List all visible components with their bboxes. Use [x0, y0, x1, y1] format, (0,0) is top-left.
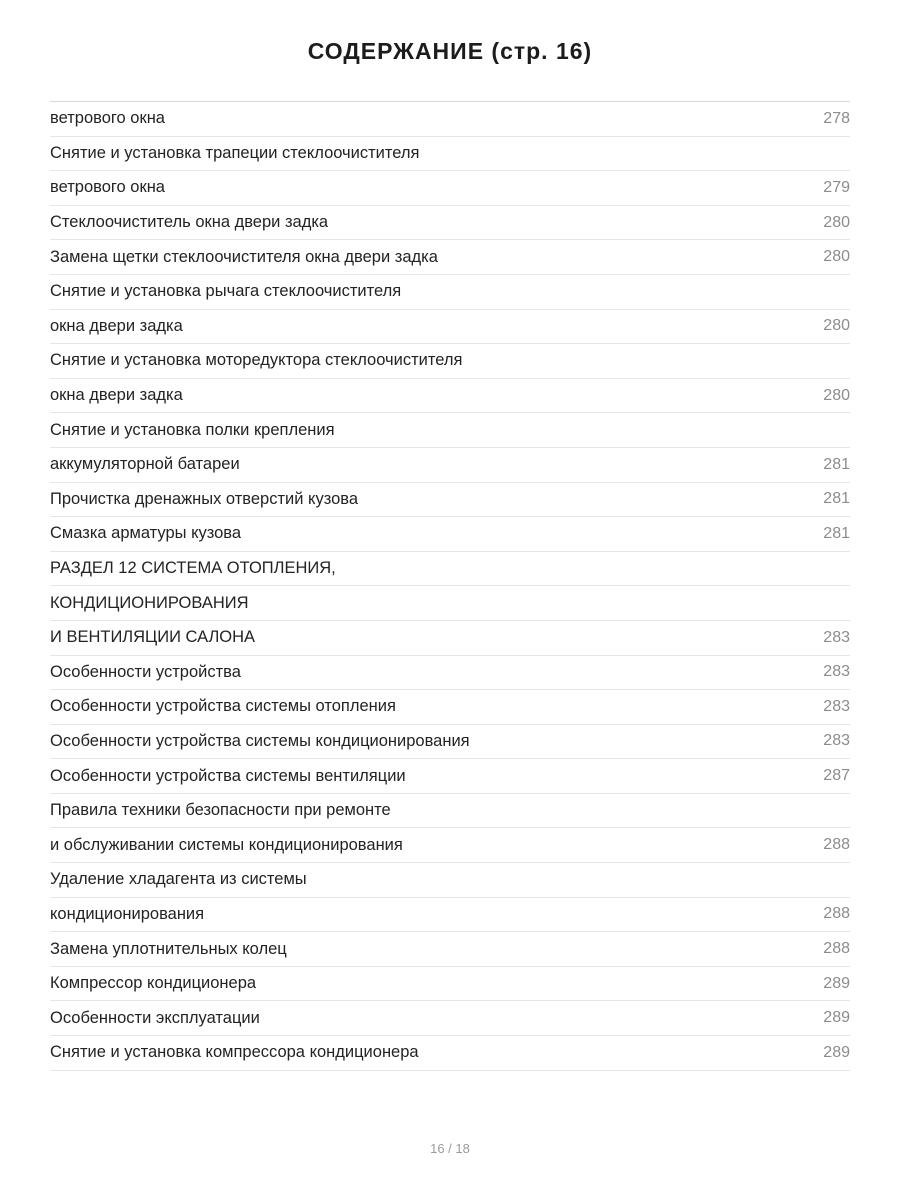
toc-entry-label: ветрового окна	[50, 178, 165, 197]
toc-row	[50, 275, 850, 310]
toc-entry-label: Замена уплотнительных колец	[50, 939, 287, 958]
page-title: СОДЕРЖАНИЕ (стр. 16)	[307, 38, 593, 64]
page-number-indicator: 16 / 18	[430, 1141, 470, 1156]
toc-entry-label: Удаление хладагента из системы	[50, 870, 307, 889]
toc-entry-page: 280	[823, 317, 850, 335]
toc-row	[50, 240, 850, 275]
toc-entry-page: 289	[823, 1009, 850, 1027]
toc-entry-label: аккумуляторной батареи	[50, 455, 240, 474]
toc-row	[50, 206, 850, 241]
toc-entry-label: Снятие и установка трапеции стеклоочистителя	[50, 143, 420, 162]
toc-entry-label: кондиционирования	[50, 904, 205, 923]
toc-row	[50, 586, 850, 621]
toc-entry-label: Снятие и установка моторедуктора стеклоочистителя	[50, 351, 463, 370]
toc-entry-page: 281	[823, 490, 850, 508]
toc-entry-label: окна двери задка	[50, 386, 183, 405]
toc-entry-label: Особенности устройства	[50, 662, 241, 681]
toc-entry-label: Особенности устройства системы вентиляции	[50, 766, 406, 785]
toc-row	[50, 656, 850, 691]
toc-entry-page: 280	[823, 386, 850, 404]
toc-entry-page: 288	[823, 905, 850, 923]
toc-row	[50, 171, 850, 206]
toc-entry-label: Снятие и установка рычага стеклоочистителя	[50, 282, 402, 301]
toc-row	[50, 1001, 850, 1036]
toc-entry-page: 283	[823, 663, 850, 681]
toc-entry-label: ветрового окна	[50, 109, 165, 128]
toc-entry-page: 280	[823, 248, 850, 266]
toc-entry-label: РАЗДЕЛ 12 СИСТЕМА ОТОПЛЕНИЯ,	[50, 559, 336, 578]
toc-row	[50, 137, 850, 172]
toc-row	[50, 310, 850, 345]
toc-entry-label: Снятие и установка полки крепления	[50, 420, 335, 439]
toc-list	[50, 101, 850, 1071]
toc-entry-page: 283	[823, 628, 850, 646]
toc-entry-page: 283	[823, 732, 850, 750]
toc-row	[50, 725, 850, 760]
toc-entry-page: 278	[823, 109, 850, 127]
toc-entry-page: 279	[823, 178, 850, 196]
toc-row	[50, 483, 850, 518]
toc-row	[50, 690, 850, 725]
toc-row	[50, 932, 850, 967]
toc-row	[50, 828, 850, 863]
toc-row	[50, 1036, 850, 1071]
toc-entry-label: Особенности эксплуатации	[50, 1008, 260, 1027]
toc-row	[50, 621, 850, 656]
toc-entry-label: окна двери задка	[50, 316, 183, 335]
toc-entry-page: 289	[823, 974, 850, 992]
toc-row	[50, 379, 850, 414]
toc-entry-label: Стеклоочиститель окна двери задка	[50, 213, 329, 232]
toc-entry-label: Компрессор кондиционера	[50, 974, 257, 993]
toc-entry-page: 283	[823, 697, 850, 715]
toc-entry-label: Смазка арматуры кузова	[50, 524, 242, 543]
toc-entry-label: Правила техники безопасности при ремонте	[50, 801, 391, 820]
toc-entry-label: КОНДИЦИОНИРОВАНИЯ	[50, 593, 249, 612]
toc-entry-page: 288	[823, 836, 850, 854]
toc-row	[50, 898, 850, 933]
toc-entry-page: 288	[823, 940, 850, 958]
toc-entry-page: 281	[823, 455, 850, 473]
toc-entry-label: Особенности устройства системы отопления	[50, 697, 396, 716]
toc-entry-page: 281	[823, 524, 850, 542]
toc-entry-page: 289	[823, 1043, 850, 1061]
toc-row	[50, 517, 850, 552]
toc-row	[50, 344, 850, 379]
toc-entry-label: И ВЕНТИЛЯЦИИ САЛОНА	[50, 628, 256, 647]
toc-entry-label: Снятие и установка компрессора кондиционера	[50, 1043, 419, 1062]
toc-entry-page: 287	[823, 767, 850, 785]
toc-entry-label: и обслуживании системы кондиционирования	[50, 835, 403, 854]
toc-row	[50, 448, 850, 483]
toc-row	[50, 967, 850, 1002]
toc-row	[50, 794, 850, 829]
toc-row	[50, 759, 850, 794]
toc-entry-page: 280	[823, 213, 850, 231]
toc-entry-label: Прочистка дренажных отверстий кузова	[50, 489, 359, 508]
toc-row	[50, 552, 850, 587]
toc-row	[50, 413, 850, 448]
toc-row	[50, 102, 850, 137]
toc-entry-label: Замена щетки стеклоочистителя окна двери задка	[50, 247, 438, 266]
toc-row	[50, 863, 850, 898]
toc-entry-label: Особенности устройства системы кондиционирования	[50, 731, 470, 750]
